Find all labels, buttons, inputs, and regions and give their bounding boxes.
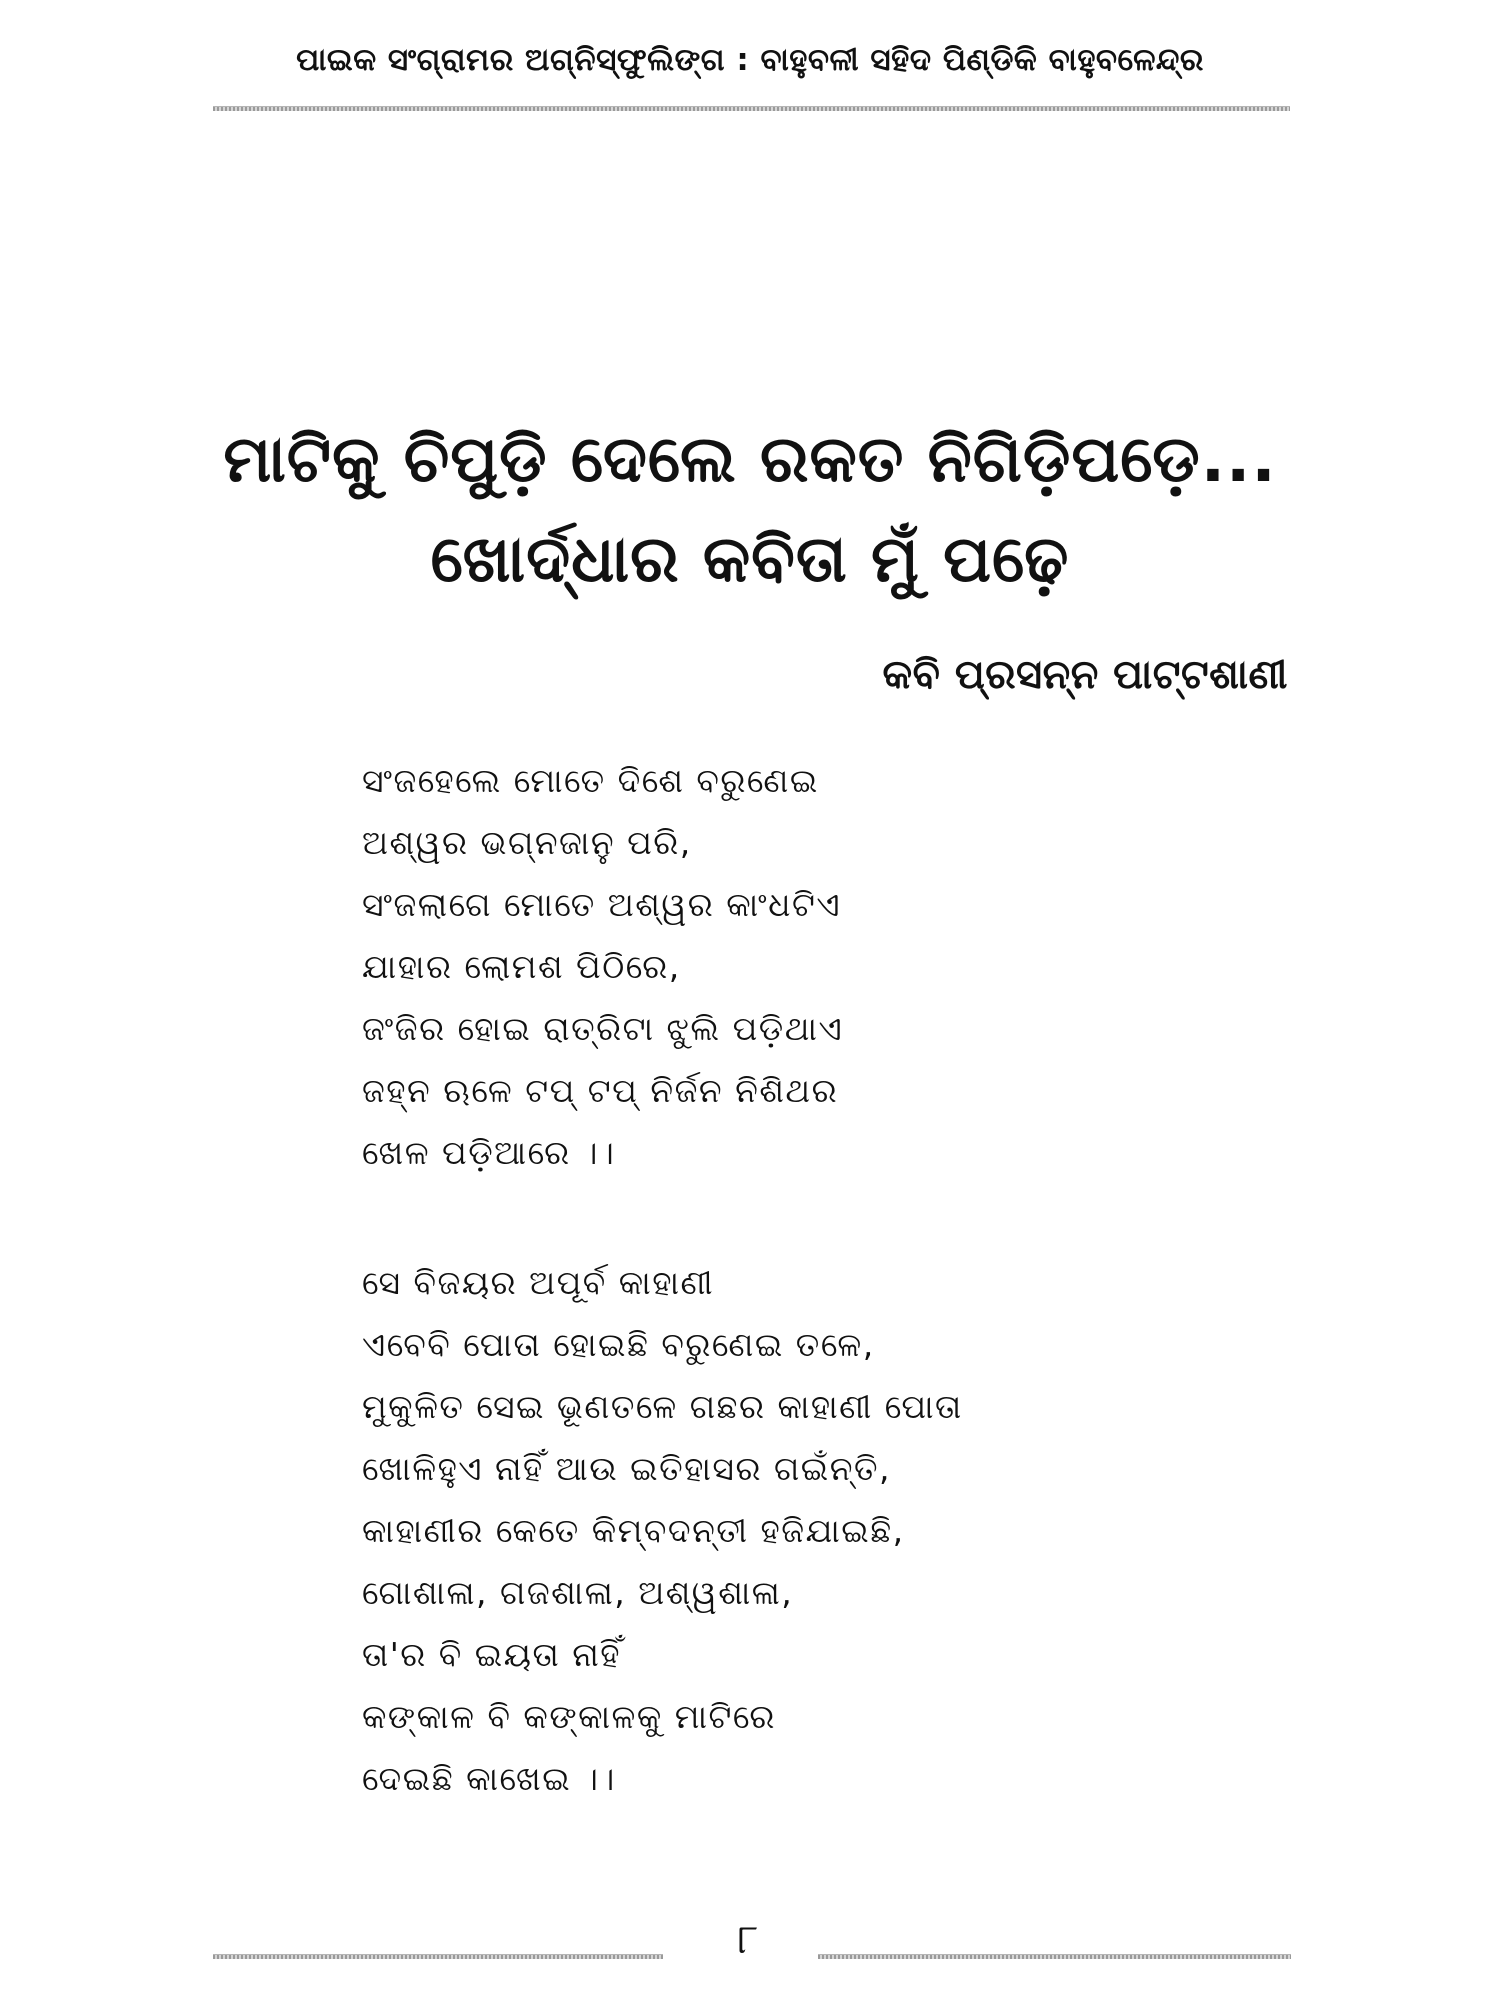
stanza-1 (362, 750, 1262, 1184)
poem-line: ଦେଇଛି କାଖେଇ ।। (362, 1759, 616, 1798)
stanza-2 (362, 1252, 1262, 1810)
poem-title-line-1: ମାଟିକୁ ଚିପୁଡ଼ି ଦେଲେ ରକତ ନିଗିଡ଼ିପଡ଼େ... (223, 423, 1277, 497)
poem-line: ସଂଜଲାଗେ ମୋତେ ଅଶ୍ୱର କାଂଧଟିଏ (362, 885, 842, 924)
poem-line: ଯାହାର ଲୋମଶ ପିଠିରେ, (362, 947, 681, 986)
footer-divider-left (213, 1954, 663, 1959)
poem-body (362, 750, 1262, 1878)
poem-line: ଜହ୍ନ ଋଳେ ଟପ୍ ଟପ୍ ନିର୍ଜନ ନିଶିଥର (362, 1071, 839, 1110)
poem-author: କବି ପ୍ରସନ୍ନ ପାଟ୍ଟଶାଣୀ (882, 652, 1288, 698)
poem-line: ସଂଜହେଲେ ମୋତେ ଦିଶେ ବରୁଣେଇ (362, 761, 819, 800)
header-divider (213, 106, 1290, 111)
poem-line: ଗୋଶାଳା, ଗଜଶାଳା, ଅଶ୍ୱଶାଳା, (362, 1573, 794, 1612)
poem-line: ଖେଳ ପଡ଼ିଆରେ ।। (362, 1133, 616, 1172)
footer-divider-right (818, 1954, 1291, 1959)
poem-line: କାହାଣୀର କେତେ କିମ୍ବଦନ୍ତୀ ହଜିଯାଇଛି, (362, 1511, 905, 1550)
poem-line: ଅଶ୍ୱର ଭଗ୍ନଜାନୁ ପରି, (362, 823, 692, 862)
poem-line: ମୁକୁଳିତ ସେଇ ଭୂଣତଳେ ଗଛର କାହାଣୀ ପୋତା (362, 1387, 963, 1426)
poem-line: କଙ୍କାଳ ବି କଙ୍କାଳକୁ ମାଟିରେ (362, 1697, 776, 1736)
page-number: ୮ (737, 1917, 759, 1963)
poem-line: ଖୋଳିହୁଏ ନାହିଁ ଆଉ ଇତିହାସର ଗଇଁନ୍ତି, (362, 1449, 892, 1488)
running-header: ପାଇକ ସଂଗ୍ରାମର ଅଗ୍ନିସ୍ଫୁଲିଙ୍ଗ : ବାହୁବଳୀ ସହିଦ ପିଣ୍ଡିକି ବାହୁବଳେନ୍ଦ୍ର (296, 42, 1204, 78)
poem-line: ଜଂଜିର ହୋଇ ରାତ୍ରିଟା ଝୁଲି ପଡ଼ିଥାଏ (362, 1009, 844, 1048)
poem-line: ସେ ବିଜୟର ଅପୂର୍ବ କାହାଣୀ (362, 1263, 715, 1302)
poem-line: ତା'ର ବି ଇୟତା ନାହିଁ (362, 1635, 621, 1674)
poem-title-line-2: ଖୋର୍ଦ୍ଧାର କବିତା ମୁଁ ପଢ଼େ (430, 523, 1070, 597)
poem-line: ଏବେବି ପୋତା ହୋଇଛି ବରୁଣେଇ ତଳେ, (362, 1325, 875, 1364)
